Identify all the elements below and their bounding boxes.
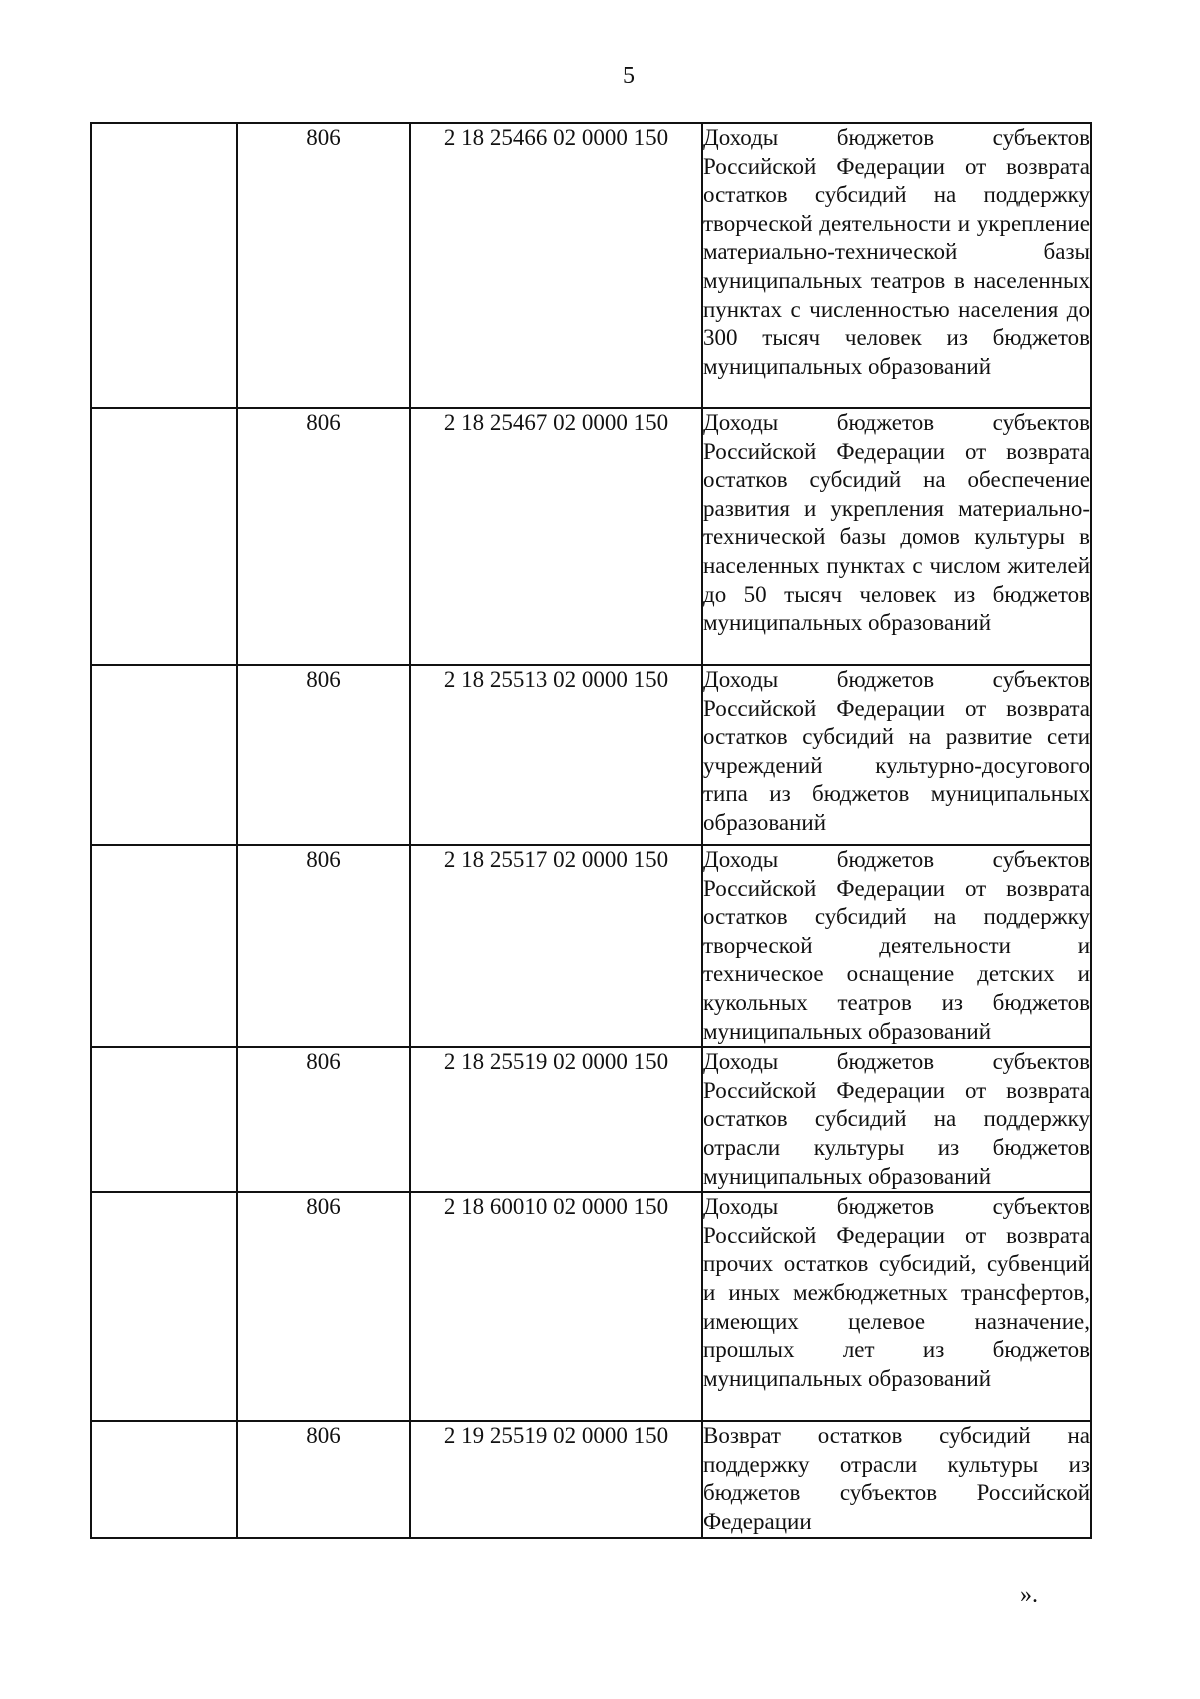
budget-code-cell: 2 18 25517 02 0000 150 — [410, 845, 702, 1047]
budget-code-cell: 2 18 25519 02 0000 150 — [410, 1047, 702, 1192]
admin-code-cell: 806 — [237, 845, 410, 1047]
budget-code-table — [90, 122, 1092, 1539]
admin-code-cell: 806 — [237, 1192, 410, 1421]
empty-cell — [91, 408, 237, 665]
admin-code-cell: 806 — [237, 1421, 410, 1537]
empty-cell — [91, 1421, 237, 1537]
empty-cell — [91, 123, 237, 408]
empty-cell — [91, 1192, 237, 1421]
income-name-cell: Возврат остатков субсидий на поддержку отрасли культуры из бюджетов субъектов Российской Федерации — [702, 1421, 1091, 1537]
budget-code-cell: 2 18 60010 02 0000 150 — [410, 1192, 702, 1421]
empty-cell — [91, 665, 237, 845]
admin-code-cell: 806 — [237, 123, 410, 408]
income-name-cell: Доходы бюджетов субъектов Российской Федерации от возврата остатков субсидий на обеспечение развития и укрепления материально-технической базы домов культуры в населенных пунктах с числом жителей до 50 тысяч человек из бюджетов муниципальных образований — [702, 408, 1091, 665]
income-name-cell: Доходы бюджетов субъектов Российской Федерации от возврата остатков субсидий на поддержку отрасли культуры из бюджетов муниципальных образований — [702, 1047, 1091, 1192]
empty-cell — [91, 1047, 237, 1192]
budget-code-cell: 2 18 25466 02 0000 150 — [410, 123, 702, 408]
budget-code-cell: 2 18 25467 02 0000 150 — [410, 408, 702, 665]
table-row — [91, 1421, 1091, 1537]
page-number: 5 — [623, 63, 635, 89]
income-name-cell: Доходы бюджетов субъектов Российской Федерации от возврата остатков субсидий на развитие сети учреждений культурно-досугового типа из бюджетов муниципальных образований — [702, 665, 1091, 845]
income-name-cell: Доходы бюджетов субъектов Российской Федерации от возврата остатков субсидий на поддержку творческой деятельности и техническое оснащение детских и кукольных театров из бюджетов муниципальных образований — [702, 845, 1091, 1047]
budget-code-cell: 2 19 25519 02 0000 150 — [410, 1421, 702, 1537]
table-row — [91, 1047, 1091, 1192]
income-name-cell: Доходы бюджетов субъектов Российской Федерации от возврата прочих остатков субсидий, субвенций и иных межбюджетных трансфертов, имеющих целевое назначение, прошлых лет из бюджетов муниципальных образований — [702, 1192, 1091, 1421]
admin-code-cell: 806 — [237, 665, 410, 845]
table-row — [91, 665, 1091, 845]
admin-code-cell: 806 — [237, 408, 410, 665]
empty-cell — [91, 845, 237, 1047]
table-row — [91, 123, 1091, 408]
closing-quote-mark: ». — [1020, 1582, 1038, 1608]
table-row — [91, 1192, 1091, 1421]
income-name-cell: Доходы бюджетов субъектов Российской Федерации от возврата остатков субсидий на поддержку творческой деятельности и укрепление материально-технической базы муниципальных театров в населенных пунктах с численностью населения до 300 тысяч человек из бюджетов муниципальных образований — [702, 123, 1091, 408]
table-row — [91, 408, 1091, 665]
table-row — [91, 845, 1091, 1047]
admin-code-cell: 806 — [237, 1047, 410, 1192]
budget-code-cell: 2 18 25513 02 0000 150 — [410, 665, 702, 845]
